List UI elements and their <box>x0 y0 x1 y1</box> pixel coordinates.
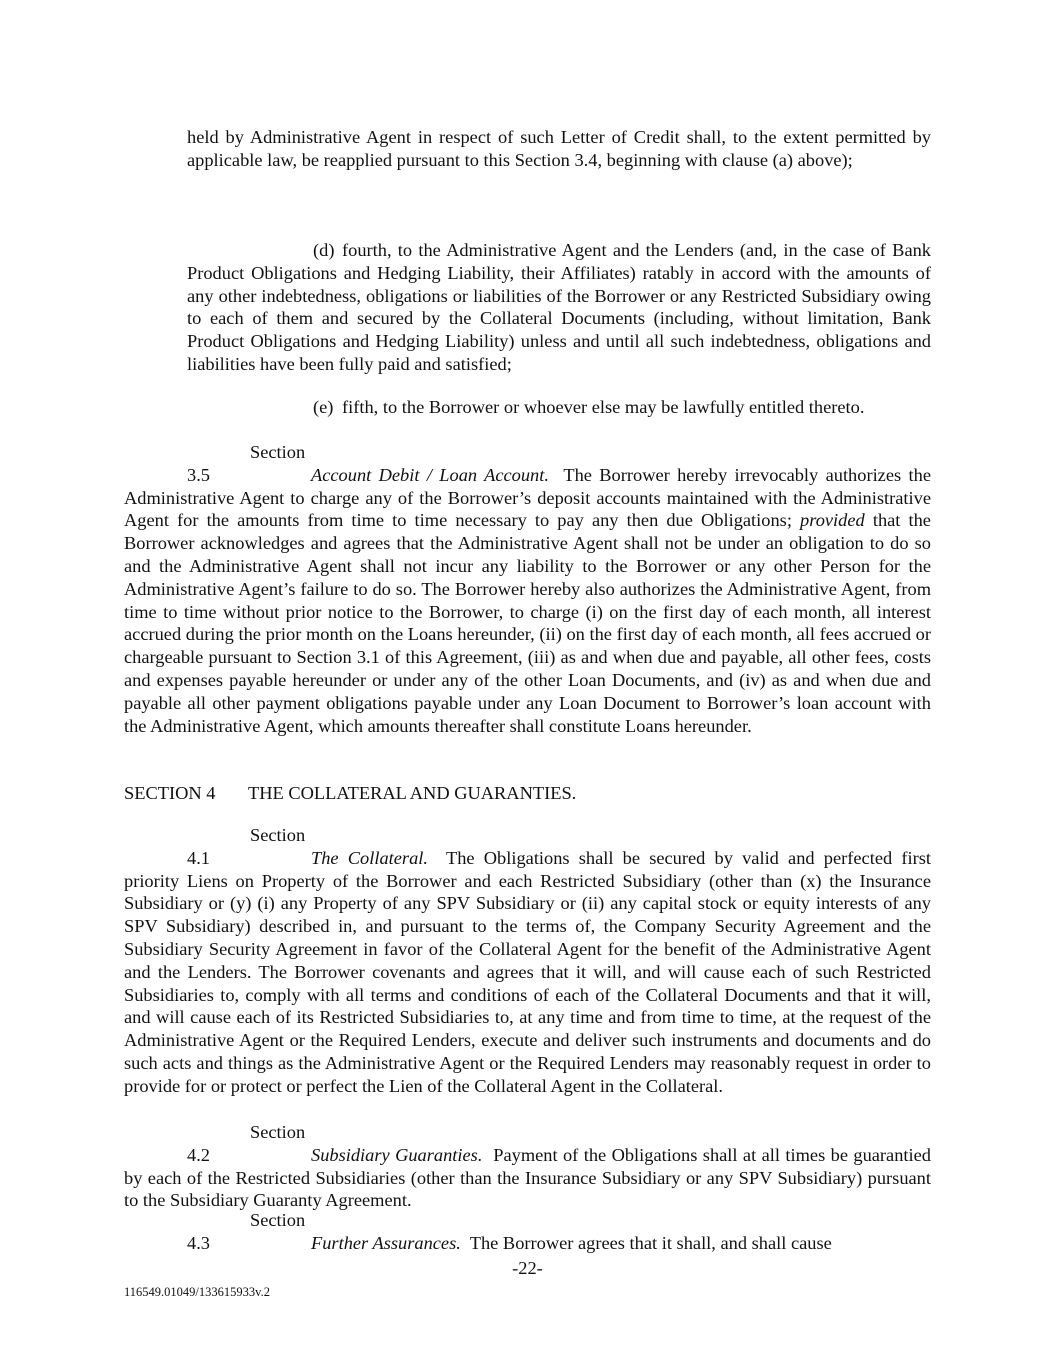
section-3-5 <box>124 441 931 737</box>
section-4-label: SECTION 4 <box>124 783 216 803</box>
clause-e-label: (e) <box>313 397 334 417</box>
section-4-2-label: Section 4.2 <box>187 1122 306 1165</box>
clause-c-continuation <box>187 126 931 172</box>
section-4-3-label: Section 4.3 <box>187 1210 306 1253</box>
section-3-5-label: Section 3.5 <box>187 442 306 485</box>
clause-d-text: fourth, to the Administrative Agent and the Lenders (and, in the case of Bank Product Obligations and Hedging Liability, their Affiliates) ratably in accord with the amounts of any other indebtedness, obligations or liabilities of the Borrower or any Restricted Subsidiary owing to each of them and secured by the Collateral Documents (including, without limitation, Bank Product Obligations and Hedging Liability) unless and until all such indebtedness, obligations and liabilities have been fully paid and satisfied; <box>187 240 931 374</box>
clause-e-text: fifth, to the Borrower or whoever else may be lawfully entitled thereto. <box>342 397 865 417</box>
section-4-3-title: Further Assurances. <box>311 1232 461 1253</box>
clause-d-label: (d) <box>313 240 335 260</box>
section-4-2 <box>124 1121 931 1212</box>
section-3-5-text-a: The Borrower hereby irrevocably authorizes the Administrative Agent to charge any of the Borrower’s deposit accounts maintained with the Administrative Agent for the amounts from time to time necessary to pay any then due Obligations; <box>124 464 931 531</box>
section-4-1-title: The Collateral. <box>311 847 428 868</box>
document-id: 116549.01049/133615933v.2 <box>124 1285 270 1299</box>
section-4-3 <box>124 1209 931 1255</box>
section-4-1 <box>124 824 931 1098</box>
section-4-title: THE COLLATERAL AND GUARANTIES. <box>248 783 577 803</box>
section-4-1-text: The Obligations shall be secured by valid and perfected first priority Liens on Property of the Borrower and each Restricted Subsidiary (other than (x) the Insurance Subsidiary or (y) (i) any Property of any SPV Subsidiary or (ii) any capital stock or equity interests of any SPV Subsidiary) described in, and pursuant to the terms of, the Company Security Agreement and the Subsidiary Security Agreement in favor of the Collateral Agent for the benefit of the Administrative Agent and the Lenders. The Borrower covenants and agrees that it will, and will cause each of such Restricted Subsidiaries to, comply with all terms and conditions of each of the Collateral Documents and that it will, and will cause each of its Restricted Subsidiaries to, at any time and from time to time, at the request of the Administrative Agent or the Required Lenders, execute and deliver such instruments and documents and do such acts and things as the Administrative Agent or the Required Lenders may reasonably request in order to provide for or protect or perfect the Lien of the Collateral Agent in the Collateral. <box>124 847 931 1096</box>
section-4-heading <box>124 782 576 805</box>
section-4-2-title: Subsidiary Guaranties. <box>311 1144 483 1165</box>
section-3-5-title: Account Debit / Loan Account. <box>311 464 549 485</box>
page-number: -22- <box>512 1258 543 1278</box>
section-4-3-text: The Borrower agrees that it shall, and shall cause <box>469 1232 832 1253</box>
clause-e <box>187 396 931 419</box>
section-4-2-text: Payment of the Obligations shall at all times be guarantied by each of the Restricted Subsidiaries (other than the Insurance Subsidiary or any SPV Subsidiary) pursuant to the Subsidiary Guaranty Agreement. <box>124 1144 931 1211</box>
section-3-5-provided: provided <box>800 510 865 531</box>
clause-c-text: held by Administrative Agent in respect of such Letter of Credit shall, to the extent permitted by applicable law, be reapplied pursuant to this Section 3.4, beginning with clause (a) above); <box>187 127 931 170</box>
section-3-5-text-b: that the Borrower acknowledges and agrees that the Administrative Agent shall not be under an obligation to do so and the Administrative Agent shall not incur any liability to the Borrower or any other Person for the Administrative Agent’s failure to do so. The Borrower hereby also authorizes the Administrative Agent, from time to time without prior notice to the Borrower, to charge (i) on the first day of each month, all interest accrued during the prior month on the Loans hereunder, (ii) on the first day of each month, all fees accrued or chargeable pursuant to Section 3.1 of this Agreement, (iii) as and when due and payable, all other fees, costs and expenses payable hereunder or under any of the other Loan Documents, and (iv) as and when due and payable all other payment obligations payable under any Loan Document to Borrower’s loan account with the Administrative Agent, which amounts thereafter shall constitute Loans hereunder. <box>124 510 931 736</box>
section-4-1-label: Section 4.1 <box>187 825 306 868</box>
clause-d <box>187 239 931 376</box>
